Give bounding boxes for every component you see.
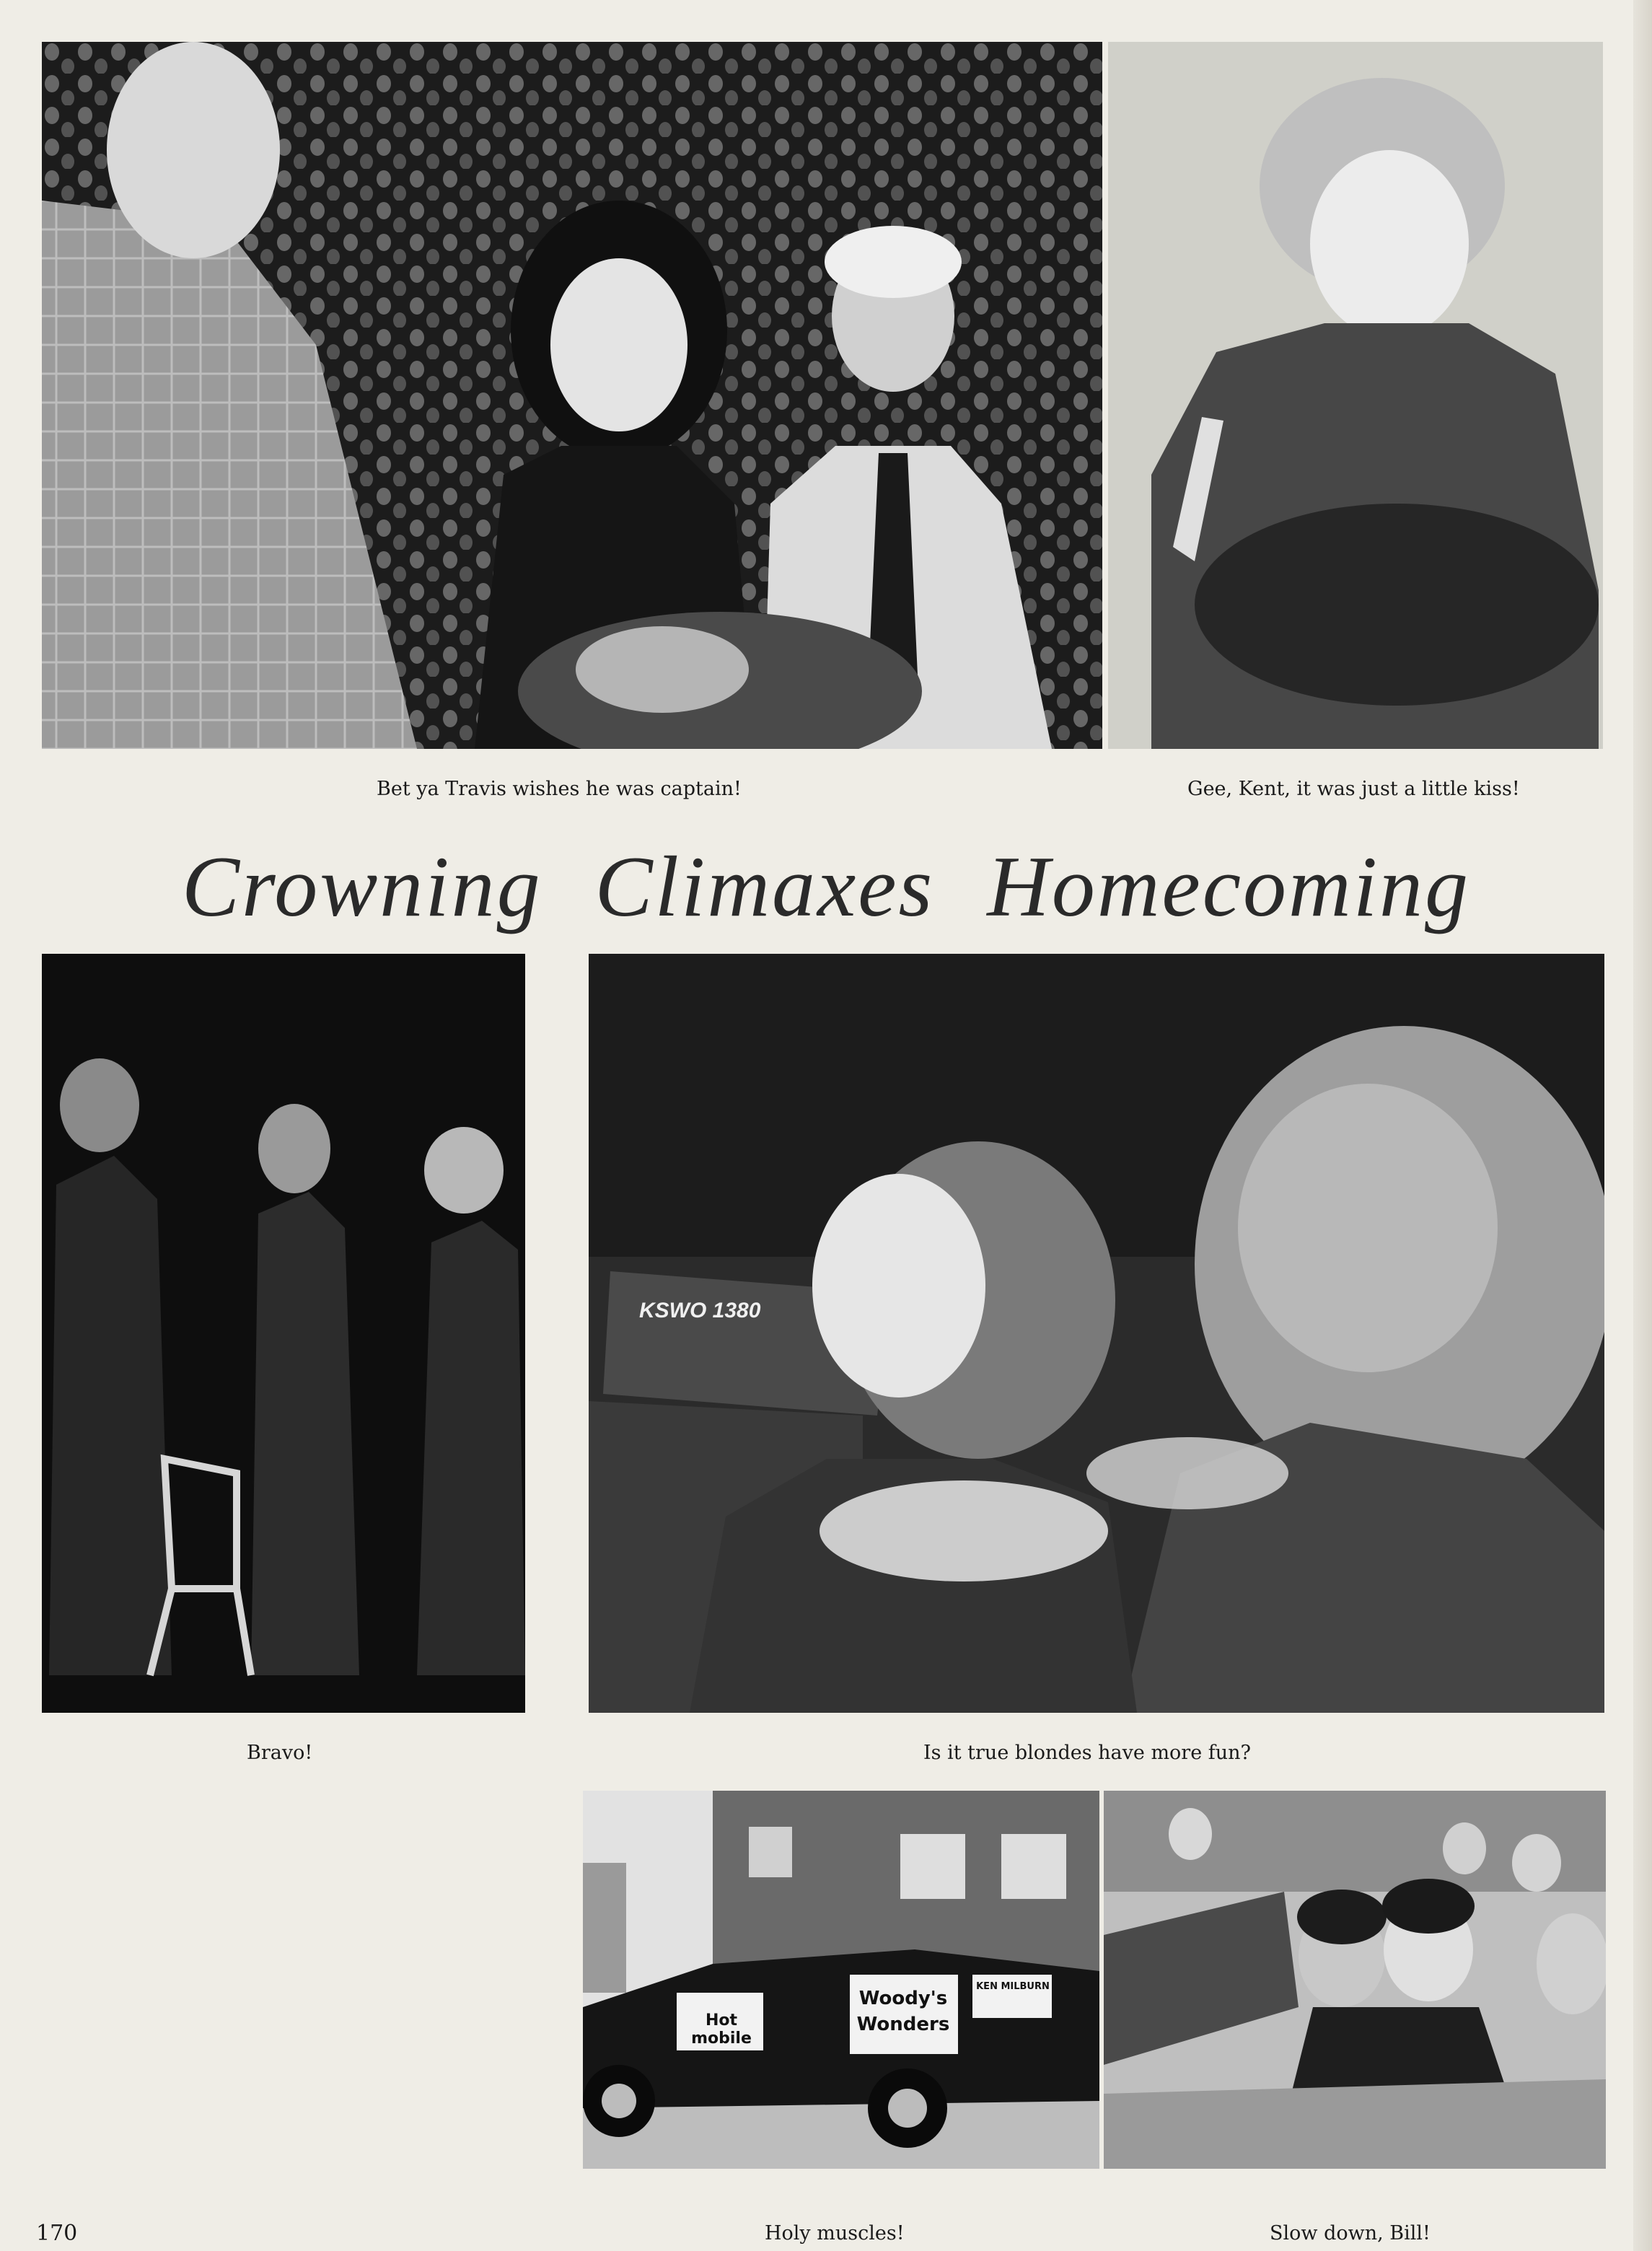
caption-kent: Gee, Kent, it was just a little kiss! [1187, 778, 1520, 800]
car-sign-right: Woody's Wonders [856, 1988, 950, 2035]
caption-bill: Slow down, Bill! [1270, 2222, 1431, 2245]
photo-girl-flowers [1108, 42, 1603, 749]
photo-blondes [589, 954, 1604, 1713]
photo-bill [1104, 1791, 1606, 2169]
page-headline: Crowning Climaxes Homecoming [181, 838, 1471, 934]
caption-muscles: Holy muscles! [765, 2222, 905, 2245]
caption-blondes: Is it true blondes have more fun? [923, 1742, 1252, 1764]
caption-bravo: Bravo! [247, 1742, 313, 1764]
page-number: 170 [36, 2221, 78, 2246]
car-sign-left: Hot mobile [691, 2011, 752, 2048]
photo-crowning [42, 42, 1102, 749]
dealer-sign: KEN MILBURN [976, 1981, 1050, 1992]
radio-sign: KSWO 1380 [639, 1299, 761, 1322]
photo-bravo [42, 954, 525, 1713]
page-edge [1633, 0, 1652, 2251]
photo-car [583, 1791, 1099, 2169]
caption-travis: Bet ya Travis wishes he was captain! [377, 778, 742, 800]
